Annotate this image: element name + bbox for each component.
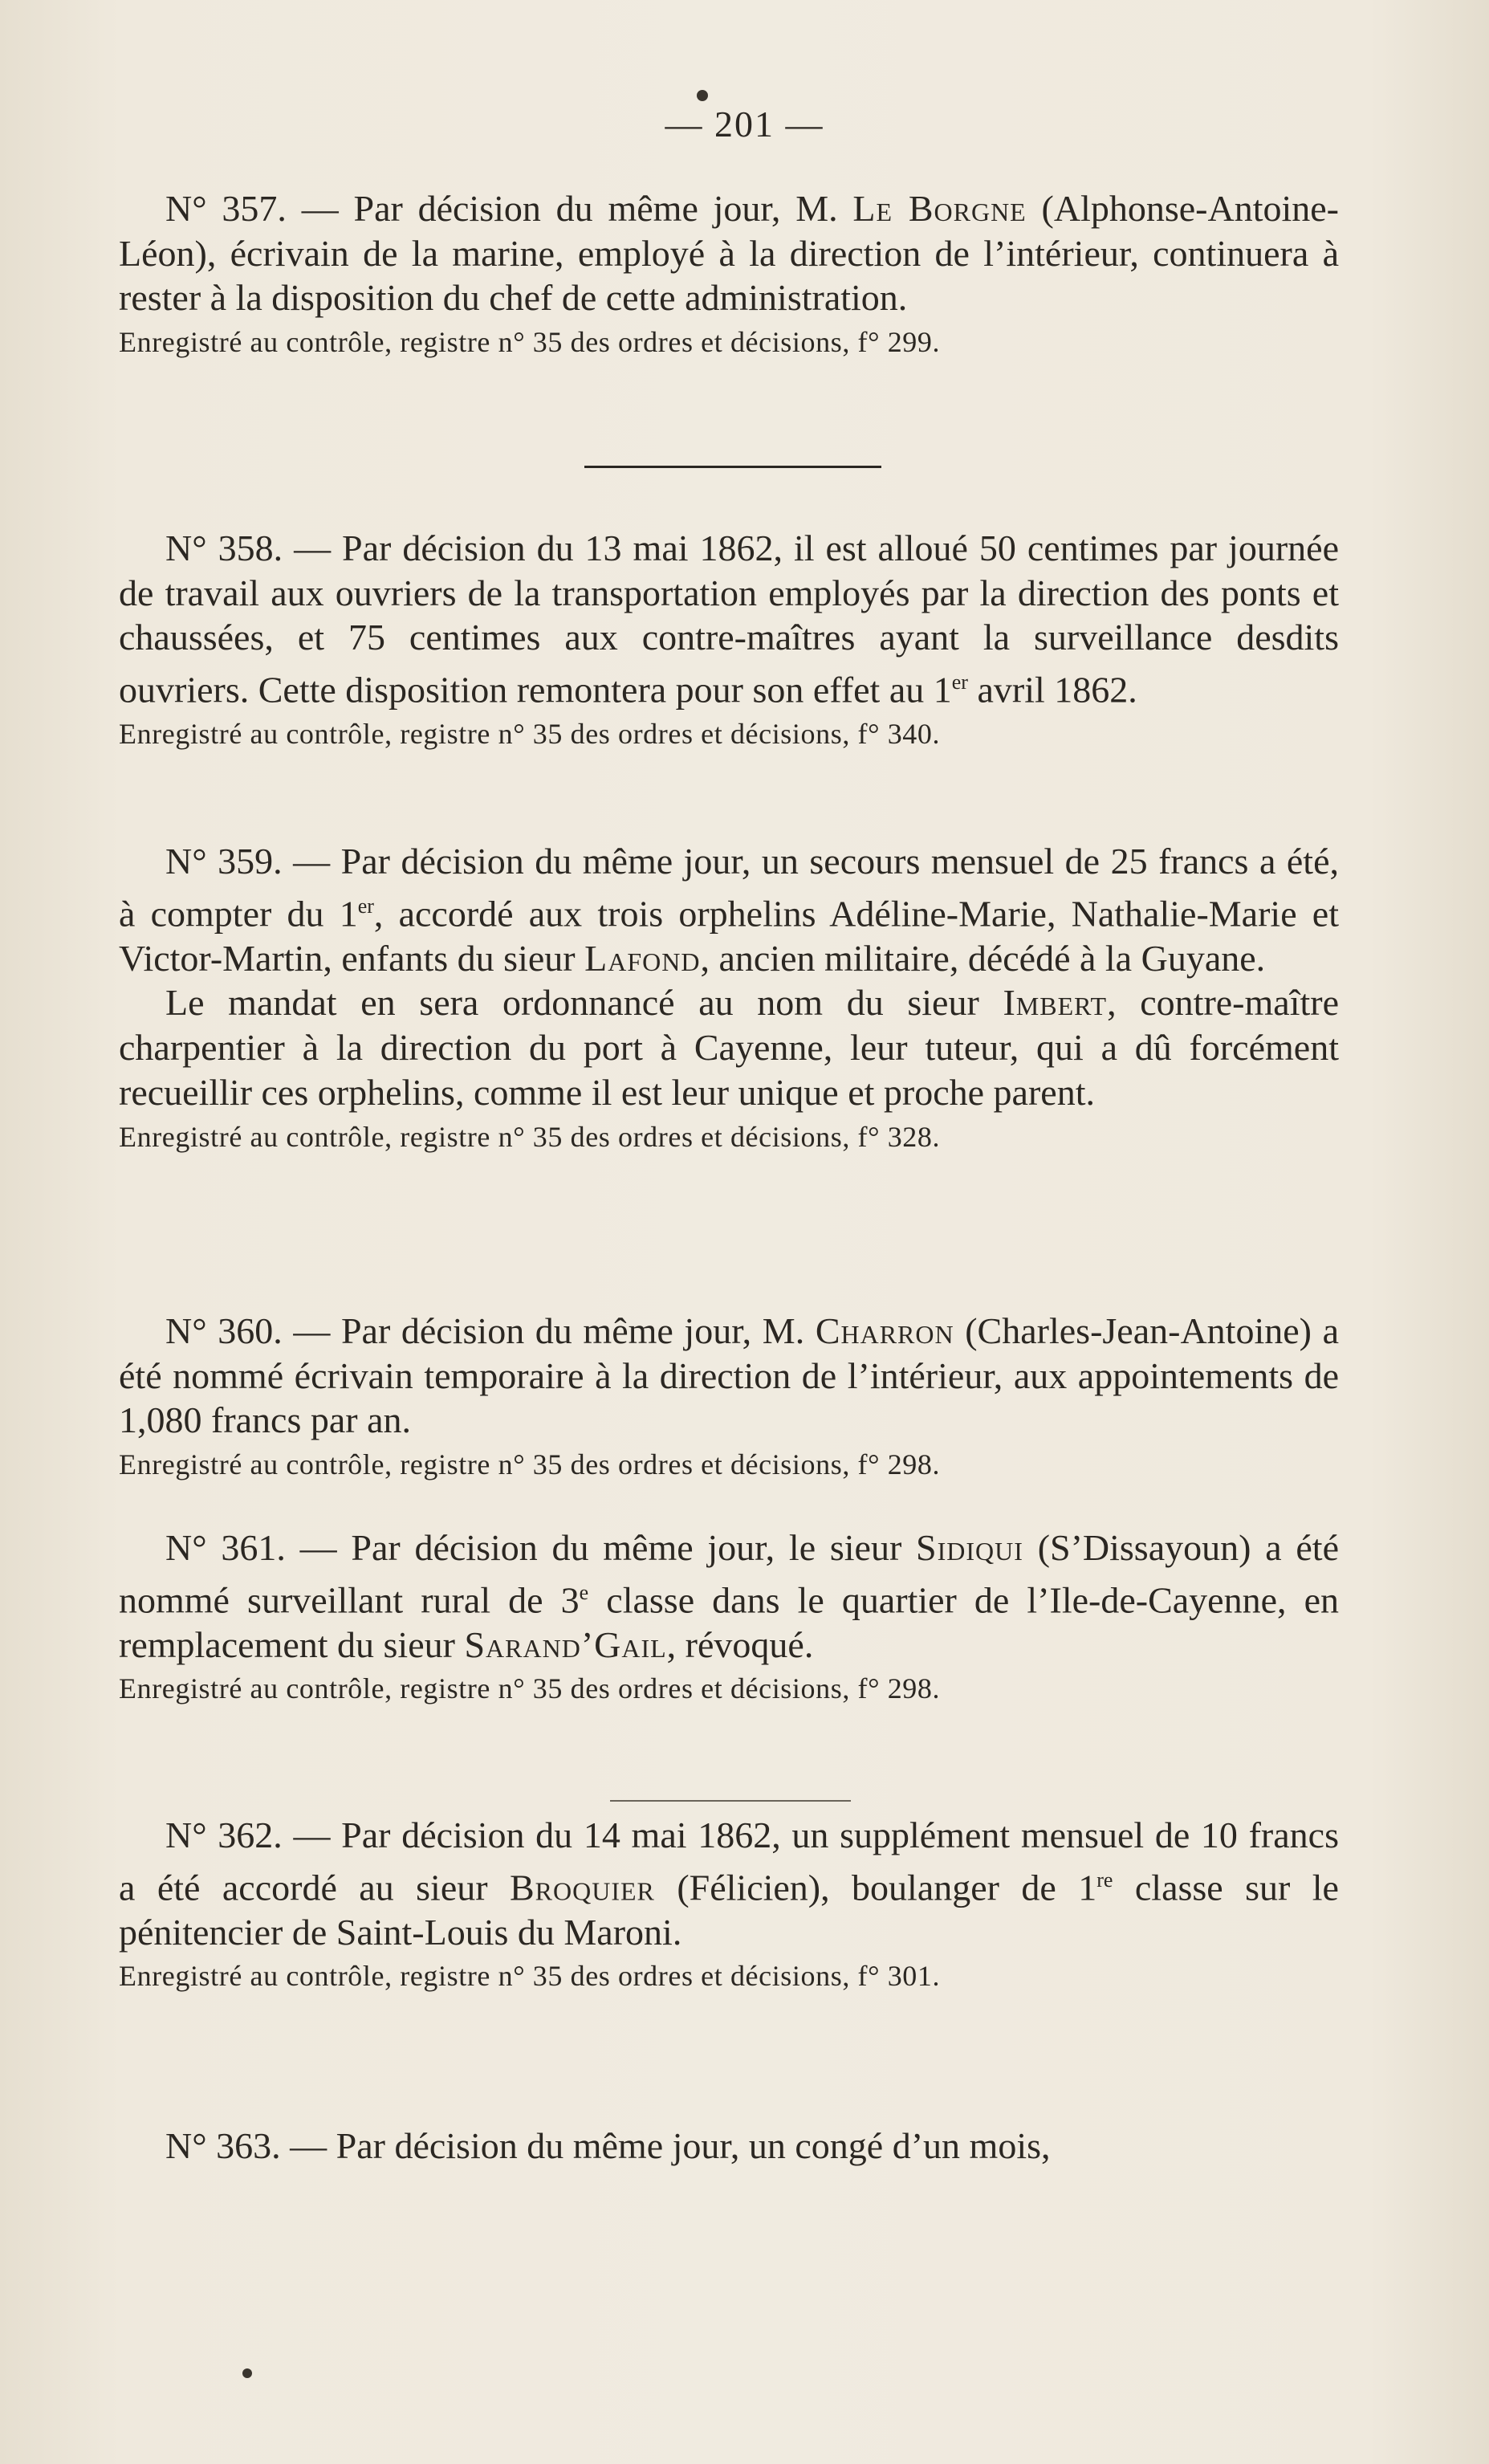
person-name: Sidiqui <box>916 1527 1023 1568</box>
registration-note: Enregistré au contrôle, registre n° 35 des ordres et décisions, f° 340. <box>119 718 941 751</box>
entry-text: N° 360. — Par décision du même jour, M. Charron (Charles-Jean-Antoine) a été nommé écrivain temporaire à la direction de l’intérieur, aux appointements de 1,080 francs par an. <box>119 1310 1339 1441</box>
entry-number: N° 359. <box>165 841 283 882</box>
entry-text: N° 359. — Par décision du même jour, un secours mensuel de 25 francs a été, à compter du 1er, accordé aux trois orphelins Adéline-Marie, Nathalie-Marie et Victor-Martin, enfants du sieur Lafond, ancien militaire, décédé à la Guyane. <box>119 841 1339 979</box>
registration-note: Enregistré au contrôle, registre n° 35 des ordres et décisions, f° 298. <box>119 1672 941 1705</box>
entry-text: N° 363. — Par décision du même jour, un congé d’un mois, <box>165 2125 1051 2166</box>
entry-text: N° 357. — Par décision du même jour, M. Le Borgne (Alphonse-Antoine-Léon), écrivain de la marine, employé à la direction de l’intérieur, continuera à rester à la disposition du chef de cette administration. <box>119 188 1339 319</box>
entry-text: N° 358. — Par décision du 13 mai 1862, il est alloué 50 centimes par journée de travail aux ouvriers de la transportation employés par la direction des ponts et chaussées, et 75 centimes aux contre-maîtres ayant la surveillance desdits ouvriers. Cette disposition remontera pour son effet au 1er avril 1862. <box>119 527 1339 711</box>
person-name: Le Borgne <box>852 188 1027 229</box>
entry-357 <box>119 186 1339 365</box>
entry-number: N° 358. <box>165 527 283 568</box>
entry-361 <box>119 1525 1339 1712</box>
registration-note: Enregistré au contrôle, registre n° 35 des ordres et décisions, f° 298. <box>119 1448 941 1481</box>
entry-number: N° 361. <box>165 1527 286 1568</box>
entry-363 <box>119 2124 1339 2169</box>
entry-362 <box>119 1813 1339 1999</box>
registration-note: Enregistré au contrôle, registre n° 35 des ordres et décisions, f° 328. <box>119 1120 941 1153</box>
person-name: Imbert <box>1003 982 1108 1024</box>
entry-text: N° 361. — Par décision du même jour, le sieur Sidiqui (S’Dissayoun) a été nommé surveillant rural de 3e classe dans le quartier de l’Ile-de-Cayenne, en remplacement du sieur Sarand’Gail, révoqué. <box>119 1527 1339 1665</box>
ink-spot <box>242 2368 252 2378</box>
registration-note: Enregistré au contrôle, registre n° 35 des ordres et décisions, f° 299. <box>119 326 941 359</box>
entry-number: N° 357. <box>165 188 287 229</box>
person-name: Broquier <box>509 1867 655 1908</box>
section-divider <box>584 466 881 468</box>
page-number: — 201 — <box>665 104 824 145</box>
person-name: Charron <box>815 1310 954 1351</box>
entry-number: N° 362. <box>165 1814 283 1855</box>
entry-text: N° 362. — Par décision du 14 mai 1862, un supplément mensuel de 10 francs a été accordé au sieur Broquier (Félicien), boulanger de 1re classe sur le pénitencier de Saint-Louis du Maroni. <box>119 1814 1339 1953</box>
section-divider <box>610 1800 851 1802</box>
entry-359 <box>119 839 1339 1159</box>
entry-number: N° 363. <box>165 2125 281 2166</box>
ink-spot <box>697 90 708 101</box>
entry-number: N° 360. <box>165 1310 283 1351</box>
entry-360 <box>119 1309 1339 1488</box>
registration-note: Enregistré au contrôle, registre n° 35 des ordres et décisions, f° 301. <box>119 1960 941 1993</box>
person-name: Lafond <box>584 937 701 979</box>
person-name: Sarand’Gail <box>464 1623 667 1665</box>
entry-text: Le mandat en sera ordonnancé au nom du sieur Imbert, contre-maître charpentier à la direction du port à Cayenne, leur tuteur, qui a dû forcément recueillir ces orphelins, comme il est leur unique et proche parent. <box>119 982 1339 1113</box>
entry-358 <box>119 526 1339 757</box>
